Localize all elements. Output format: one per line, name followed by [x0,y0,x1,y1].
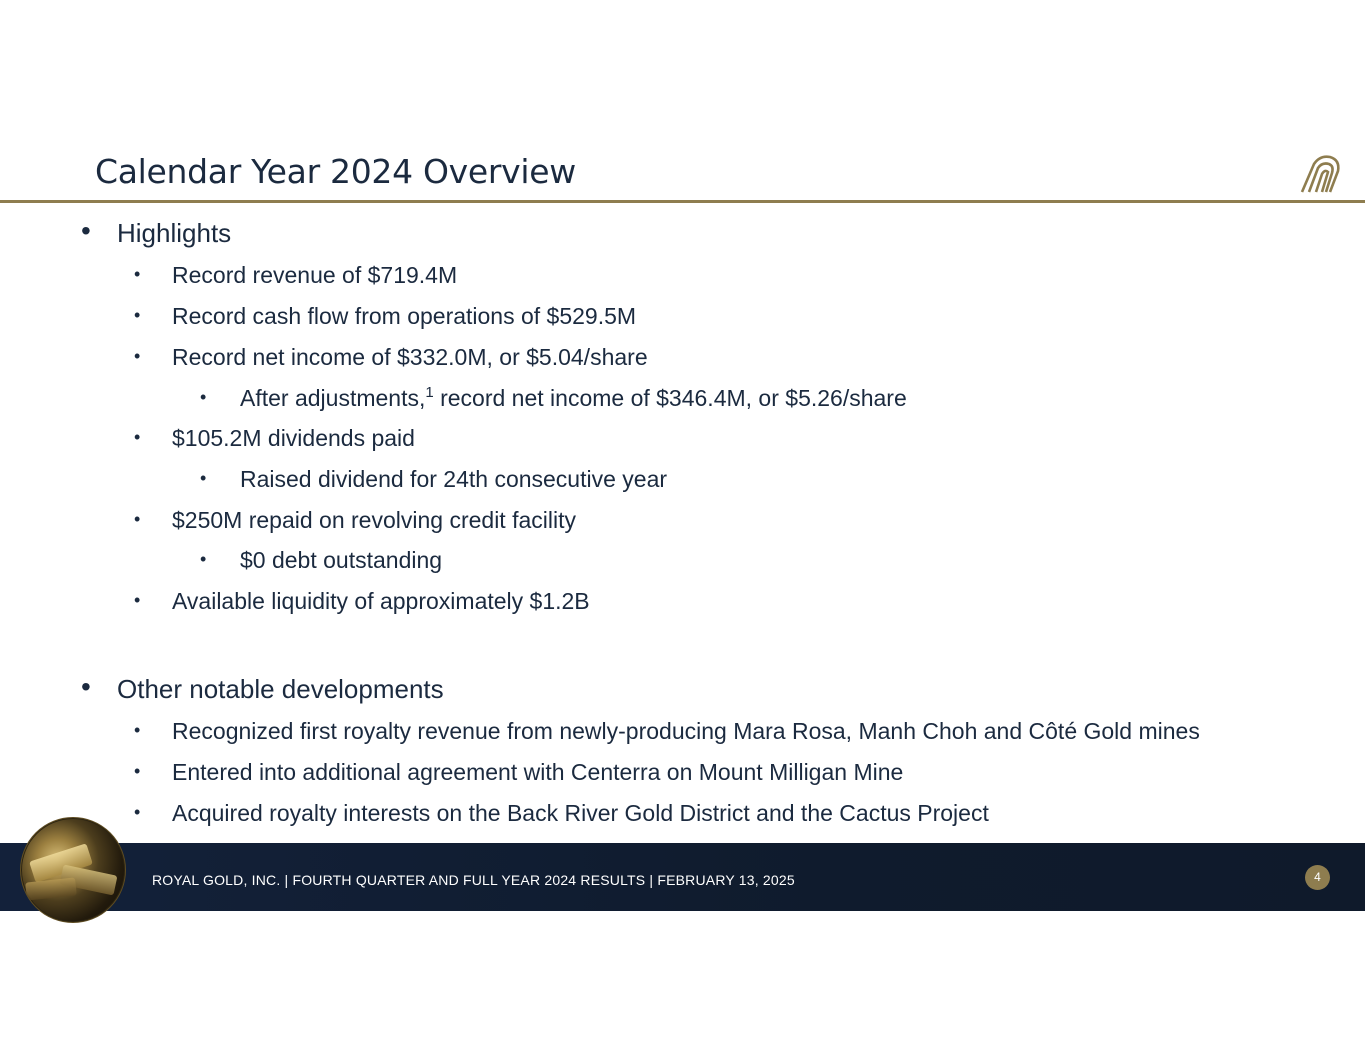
page-number-badge: 4 [1305,865,1330,890]
bullet-icon: • [134,427,141,447]
bullet-icon: • [134,590,141,610]
highlights-heading: • Highlights [81,215,232,248]
title-divider [0,200,1365,203]
bullet-icon: • [200,468,207,488]
footer-bar [0,843,1365,911]
developments-heading: • Other notable developments [81,671,444,704]
bullet-icon: • [134,509,141,529]
list-item: • Entered into additional agreement with Centerra on Mount Milligan Mine [134,759,904,785]
bullet-icon: • [200,549,207,569]
slide-title: Calendar Year 2024 Overview [95,152,576,191]
list-item: • After adjustments,$^1$ record net income of $346.4M, or $5.26/share [200,384,907,411]
list-item: • Raised dividend for 24th consecutive year [200,466,668,492]
list-item: • Record cash flow from operations of $529.5M [134,303,637,329]
bullet-icon: • [134,761,141,781]
list-item: • $105.2M dividends paid [134,425,415,451]
bullet-icon: • [134,346,141,366]
list-item: • Record net income of $332.0M, or $5.04/share [134,344,648,370]
footnote-marker: 1 [425,384,434,401]
bullet-icon: • [81,671,91,702]
gold-bars-image [20,817,126,923]
royal-gold-logo-icon [1300,152,1342,194]
bullet-icon: • [134,305,141,325]
bullet-icon: • [134,720,141,740]
list-item: • Record revenue of $719.4M [134,262,458,288]
list-item: • Acquired royalty interests on the Back River Gold District and the Cactus Project [134,800,989,826]
list-item: • $0 debt outstanding [200,547,443,573]
list-item: • Available liquidity of approximately $1.2B [134,588,590,614]
list-item: • Recognized first royalty revenue from newly-producing Mara Rosa, Manh Choh and Côté Gold mines [134,718,1200,744]
bullet-icon: • [200,387,207,407]
bullet-icon: • [81,215,91,246]
list-item: • $250M repaid on revolving credit facility [134,507,576,533]
bullet-icon: • [134,264,141,284]
footer-text: ROYAL GOLD, INC. | FOURTH QUARTER AND FULL YEAR 2024 RESULTS | FEBRUARY 13, 2025 [152,872,795,888]
bullet-icon: • [134,802,141,822]
